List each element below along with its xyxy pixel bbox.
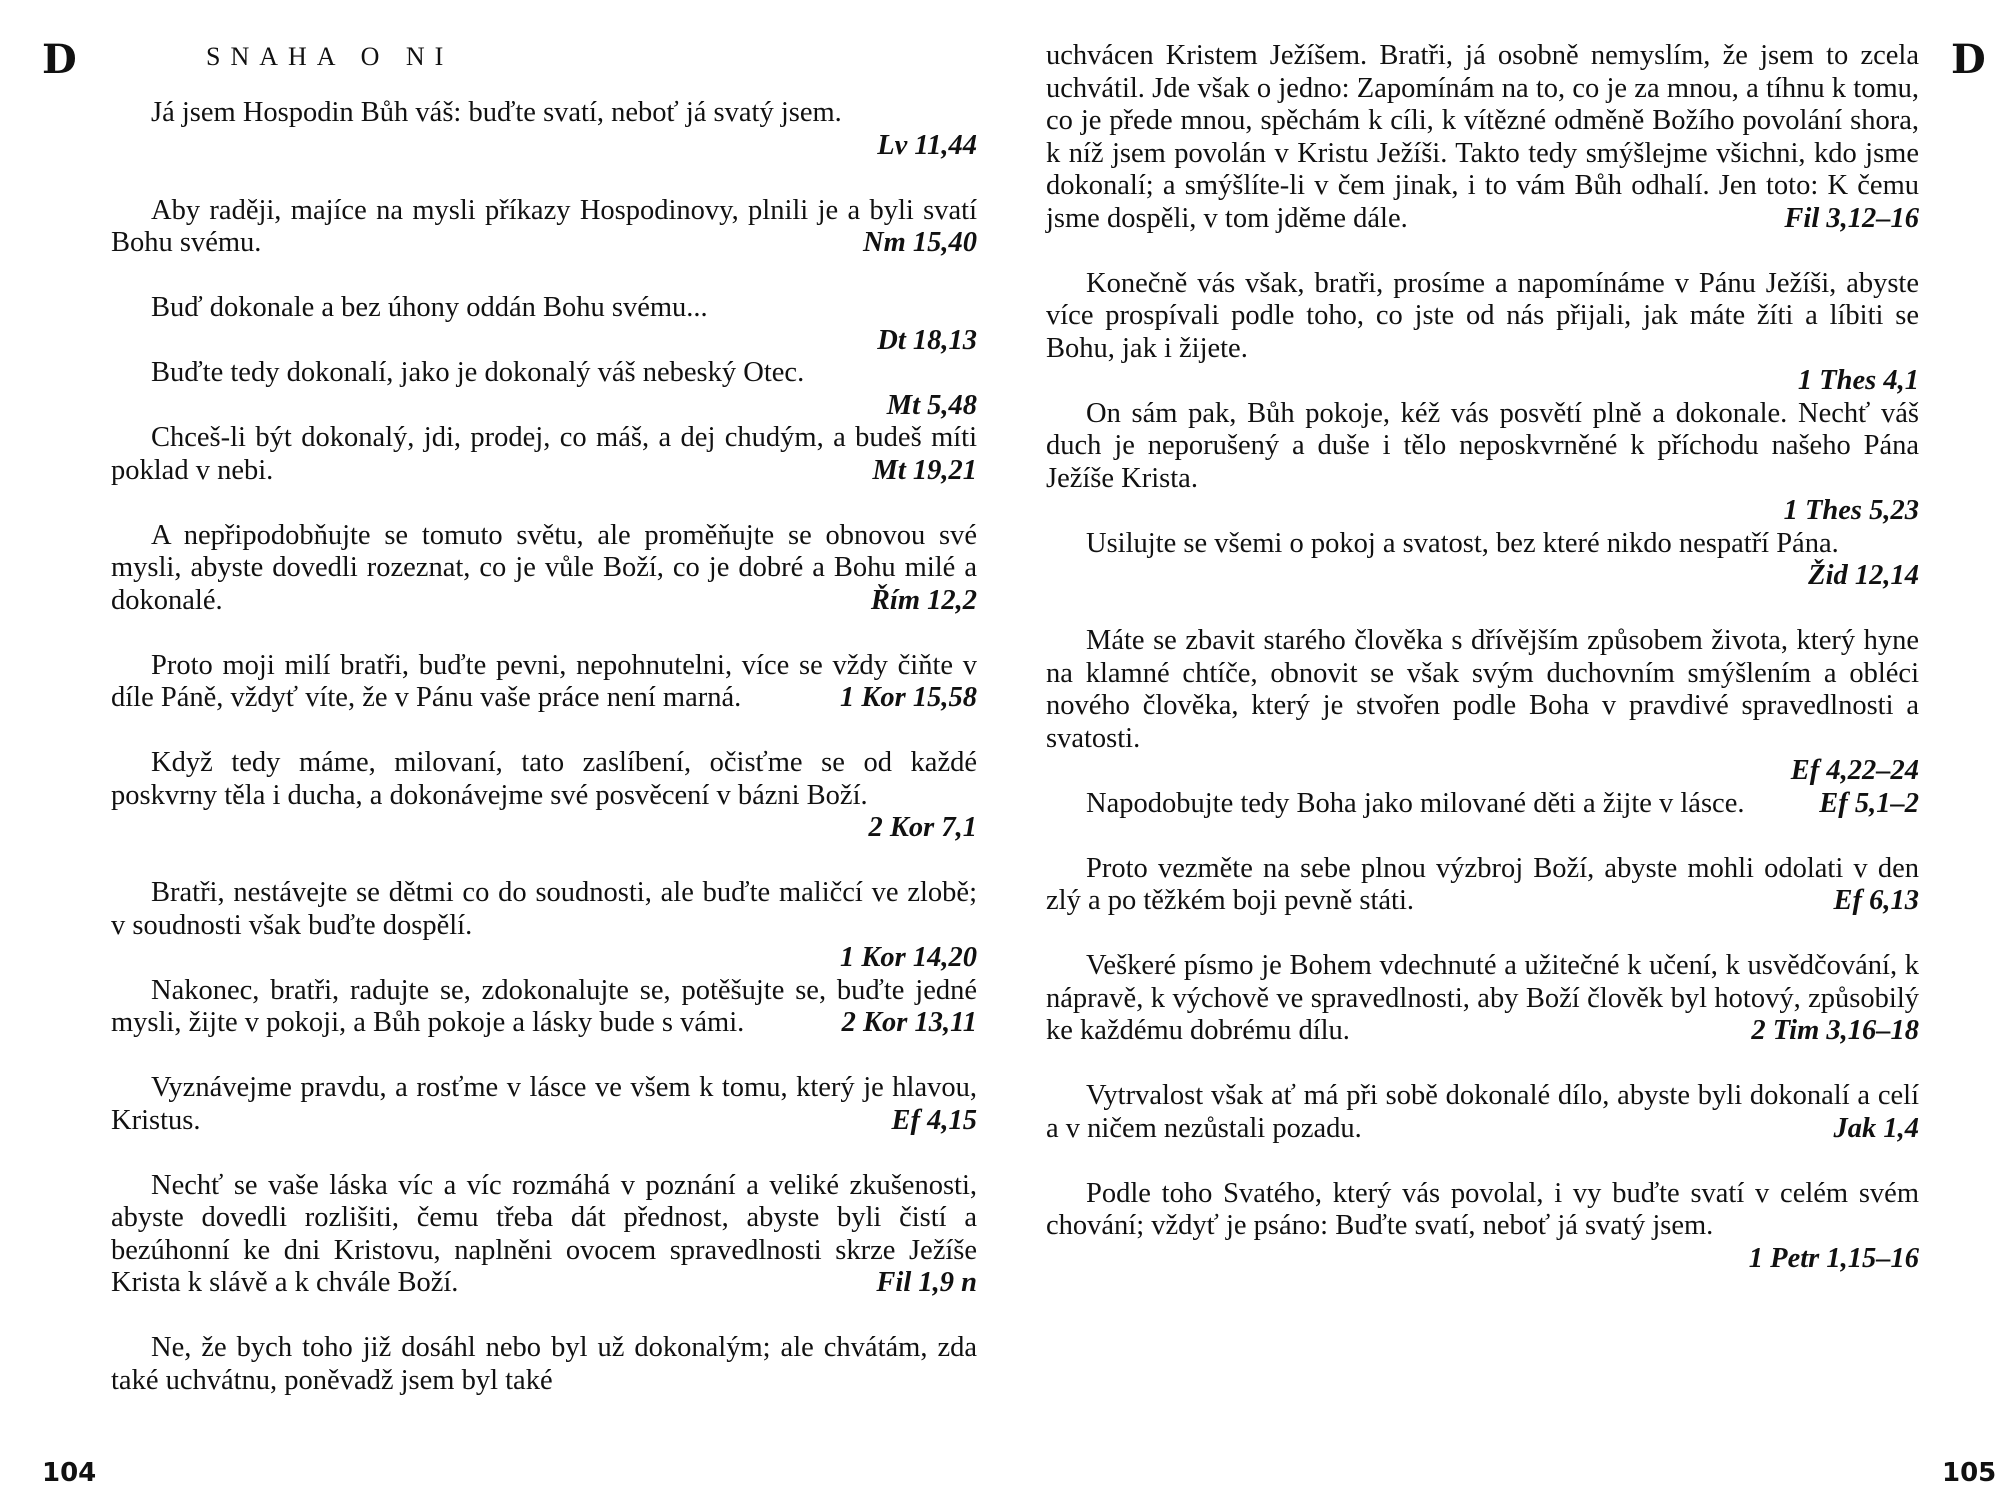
verse-reference: Mt 19,21 <box>872 454 977 486</box>
verse-text: Aby raději, majíce na mysli příkazy Hospodinovy, plnili je a byli svatí Bohu svému. <box>111 194 977 258</box>
verse-block <box>1046 1080 1919 1145</box>
verse-block <box>111 877 977 975</box>
verse-text: Vyznávejme pravdu, a rosťme v lásce ve všem k tomu, který je hlavou, Kristus. <box>111 1072 977 1136</box>
verse-block <box>111 747 977 845</box>
verse-text: uchvácen Kristem Ježíšem. Bratři, já osobně nemyslím, že jsem to zcela uchvátil. Jde však o jedno: Zapomínám na to, co je za mnou, a tíhnu k tomu, co je přede mnou, spěchám k cíli, k vítězné odměně Božího povolání shora, k níž jsem povolán v Kristu Ježíši. Takto tedy smýšlejme všichni, kdo jsme dokonalí; a smýšlíte-li v čem jinak, i to vám Bůh odhalí. Jen toto: K čemu jsme dospěli, v tom jděme dále. <box>1046 40 1919 234</box>
verse-block <box>111 97 977 162</box>
verse-text: Když tedy máme, milovaní, tato zaslíbení, očisťme se od každé poskvrny těla i ducha, a dokonávejme své posvěcení v bázni Boží. <box>111 747 977 811</box>
page-number: 105 <box>1942 1458 1997 1488</box>
verse-reference: 1 Thes 5,23 <box>1783 495 1919 526</box>
verse-block <box>1046 788 1919 821</box>
verse-block <box>111 195 977 260</box>
verse-text: Buďte tedy dokonalí, jako je dokonalý váš nebeský Otec. <box>151 357 805 388</box>
verse-reference: 1 Kor 15,58 <box>840 682 977 713</box>
verse-reference: Řím 12,2 <box>870 584 977 616</box>
verse-reference: Fil 1,9 n <box>876 1267 977 1298</box>
verse-block <box>111 1332 977 1397</box>
verse-reference: Ef 4,15 <box>891 1104 977 1136</box>
verse-block <box>111 975 977 1040</box>
verse-reference: Ef 5,1–2 <box>1819 787 1919 819</box>
verse-reference: Ef 6,13 <box>1833 885 1919 916</box>
right-column <box>1046 40 1919 1308</box>
verse-block <box>111 422 977 487</box>
verse-block <box>1046 853 1919 918</box>
verse-block <box>1046 625 1919 788</box>
verse-text: Proto vezměte na sebe plnou výzbroj Boží, abyste mohli odolati v den zlý a po těžkém boji pevně státi. <box>1046 852 1919 916</box>
verse-reference: Dt 18,13 <box>877 324 977 356</box>
page-number: 104 <box>42 1458 97 1488</box>
verse-text: Buď dokonale a bez úhony oddán Bohu svému... <box>151 292 708 323</box>
verse-text: Usilujte se všemi o pokoj a svatost, bez které nikdo nespatří Pána. <box>1086 527 1839 559</box>
verse-block <box>1046 1178 1919 1276</box>
thumb-index-letter: D <box>1951 36 1986 83</box>
verse-reference: Lv 11,44 <box>877 129 977 161</box>
verse-continuation <box>1046 40 1919 235</box>
left-column <box>111 97 977 1397</box>
verse-block <box>1046 950 1919 1048</box>
verse-block <box>1046 528 1919 593</box>
verse-reference: Jak 1,4 <box>1833 1112 1919 1144</box>
verse-block <box>1046 268 1919 398</box>
verse-text: Já jsem Hospodin Bůh váš: buďte svatí, neboť já svatý jsem. <box>151 97 842 128</box>
verse-reference: 1 Thes 4,1 <box>1797 365 1919 396</box>
verse-block <box>111 520 977 618</box>
verse-block <box>111 357 977 422</box>
verse-reference: 2 Tim 3,16–18 <box>1751 1015 1919 1046</box>
verse-text: Konečně vás však, bratři, prosíme a napomínáme v Pánu Ježíši, abyste více prospívali podle toho, co jste od nás přijali, jak máte žíti a líbiti se Bohu, jak i žijete. <box>1046 267 1919 364</box>
verse-text: Vytrvalost však ať má při sobě dokonalé dílo, abyste byli dokonalí a celí a v ničem nezůstali pozadu. <box>1046 1080 1919 1144</box>
verse-text: Napodobujte tedy Boha jako milované děti a žijte v lásce. <box>1086 787 1745 819</box>
verse-text: Nechť se vaše láska víc a víc rozmáhá v poznání a veliké zkušenosti, abyste dovedli rozlišiti, čemu třeba dát přednost, abyste byli čistí a bezúhonní ke dni Kristovu, naplněni ovocem spravedlnosti skrze Ježíše Krista k slávě a k chvále Boží. <box>111 1169 977 1298</box>
verse-block <box>111 292 977 357</box>
verse-text: A nepřipodobňujte se tomuto světu, ale proměňujte se obnovou své mysli, abyste dovedli rozeznat, co je vůle Boží, co je dobré a Bohu milé a dokonalé. <box>111 519 977 616</box>
verse-reference: 1 Petr 1,15–16 <box>1748 1242 1919 1274</box>
verse-text: Ne, že bych toho již dosáhl nebo byl už dokonalým; ale chvátám, zda také uchvátnu, poněvadž jsem byl také <box>111 1332 977 1396</box>
verse-reference: Ef 4,22–24 <box>1790 755 1919 786</box>
verse-block <box>111 1170 977 1300</box>
verse-reference: Fil 3,12–16 <box>1784 202 1919 234</box>
right-page <box>1007 0 2014 1501</box>
verse-text: Proto moji milí bratři, buďte pevni, nepohnutelni, více se vždy čiňte v díle Páně, vždyť víte, že v Pánu vaše práce není marná. <box>111 649 977 713</box>
running-head: SNAHA O NI <box>206 42 454 71</box>
verse-reference: 2 Kor 13,11 <box>841 1007 977 1038</box>
verse-text: Bratři, nestávejte se dětmi co do soudnosti, ale buďte maličcí ve zlobě; v soudnosti však buďte dospělí. <box>111 877 977 941</box>
verse-reference: 1 Kor 14,20 <box>840 942 977 973</box>
verse-text: Chceš-li být dokonalý, jdi, prodej, co máš, a dej chudým, a budeš míti poklad v nebi. <box>111 422 977 486</box>
verse-block <box>111 1072 977 1137</box>
verse-text: On sám pak, Bůh pokoje, kéž vás posvětí plně a dokonale. Nechť váš duch je neporušený a duše i tělo neposkvrněné k příchodu našeho Pána Ježíše Krista. <box>1046 397 1919 494</box>
verse-block <box>1046 398 1919 528</box>
verse-block <box>111 650 977 715</box>
verse-text: Podle toho Svatého, který vás povolal, i vy buďte svatí v celém svém chování; vždyť je psáno: Buďte svatí, neboť já svatý jsem. <box>1046 1177 1919 1241</box>
left-page <box>0 0 1000 1501</box>
verse-reference: Mt 5,48 <box>886 389 977 421</box>
verse-reference: Žid 12,14 <box>1808 560 1919 591</box>
verse-text: Máte se zbavit starého člověka s dřívějším způsobem života, který hyne na klamné chtíče, obnovit se však svým duchovním smýšlením a obléci nového člověka, který je stvořen podle Boha v pravdivé spravedlnosti a svatosti. <box>1046 625 1919 754</box>
verse-text: Nakonec, bratři, radujte se, zdokonalujte se, potěšujte se, buďte jedné mysli, žijte v pokoji, a Bůh pokoje a lásky bude s vámi. <box>111 974 977 1038</box>
thumb-index-letter: D <box>42 36 77 83</box>
verse-reference: Nm 15,40 <box>863 227 977 258</box>
verse-text: Veškeré písmo je Bohem vdechnuté a užitečné k učení, k usvědčování, k nápravě, k výchově ve spravedlnosti, aby Boží člověk byl hotový, způsobilý ke každému dobrému dílu. <box>1046 950 1919 1046</box>
verse-reference: 2 Kor 7,1 <box>868 812 977 843</box>
